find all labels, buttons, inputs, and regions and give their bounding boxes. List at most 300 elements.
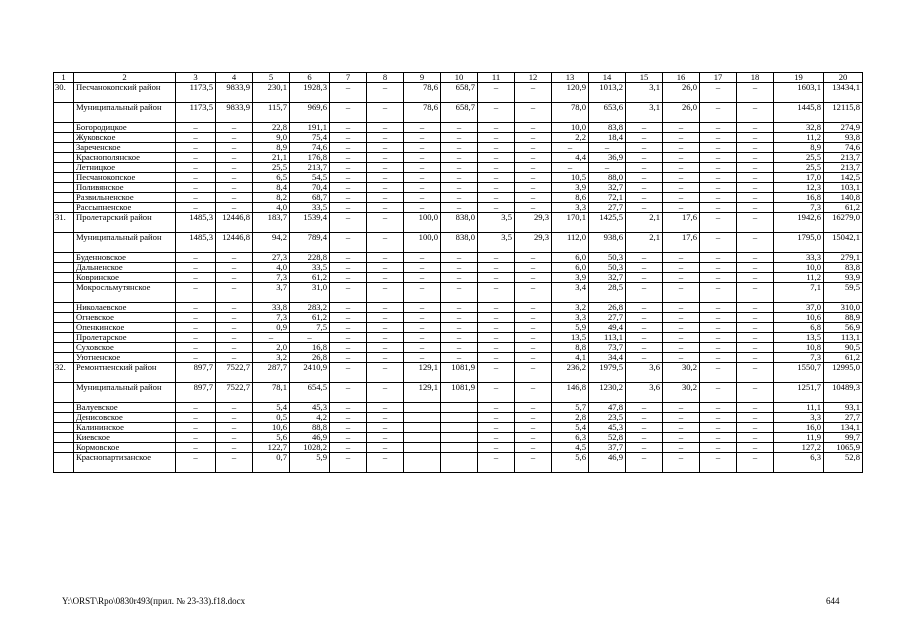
value-cell: – [663, 193, 700, 203]
row-number-cell: 31. [54, 213, 74, 233]
value-cell: 1065,9 [824, 443, 863, 453]
value-cell: – [589, 143, 626, 153]
value-cell: 75,4 [290, 133, 330, 143]
value-cell: – [404, 143, 441, 153]
row-number-cell [54, 263, 74, 273]
name-cell: Жуковское [74, 133, 176, 143]
value-cell: – [367, 263, 404, 273]
value-cell: 11,1 [774, 403, 824, 413]
value-cell: 25,5 [253, 163, 290, 173]
value-cell: – [176, 423, 216, 433]
row-number-cell [54, 353, 74, 363]
value-cell: – [404, 313, 441, 323]
value-cell: 12446,8 [216, 233, 253, 253]
value-cell: 74,6 [824, 143, 863, 153]
value-cell: 5,7 [552, 403, 589, 413]
value-cell: – [176, 353, 216, 363]
name-cell: Ковринское [74, 273, 176, 283]
value-cell: 1081,9 [441, 363, 478, 383]
value-cell: – [552, 163, 589, 173]
value-cell: – [737, 83, 774, 103]
value-cell: 7522,7 [216, 363, 253, 383]
value-cell: – [663, 273, 700, 283]
value-cell: – [176, 323, 216, 333]
table-row [54, 323, 863, 333]
value-cell: 122,7 [253, 443, 290, 453]
value-cell: – [216, 453, 253, 473]
column-header: 3 [176, 73, 216, 83]
value-cell: 3,1 [626, 83, 663, 103]
value-cell: 1013,2 [589, 83, 626, 103]
name-cell: Дальненское [74, 263, 176, 273]
value-cell: – [441, 133, 478, 143]
name-cell: Поливянское [74, 183, 176, 193]
value-cell: – [626, 323, 663, 333]
value-cell: – [737, 423, 774, 433]
table-row [54, 133, 863, 143]
row-number-cell [54, 183, 74, 193]
value-cell: 213,7 [824, 153, 863, 163]
value-cell: 32,8 [774, 123, 824, 133]
value-cell: – [404, 153, 441, 163]
value-cell: 100,0 [404, 213, 441, 233]
value-cell: 3,7 [253, 283, 290, 303]
value-cell: – [515, 333, 552, 343]
value-cell: – [441, 263, 478, 273]
value-cell: 54,5 [290, 173, 330, 183]
value-cell: – [216, 263, 253, 273]
value-cell: 7,1 [774, 283, 824, 303]
value-cell: 13434,1 [824, 83, 863, 103]
value-cell: 897,7 [176, 363, 216, 383]
value-cell: 45,3 [290, 403, 330, 413]
value-cell: – [663, 433, 700, 443]
value-cell: – [737, 353, 774, 363]
value-cell: 29,3 [515, 213, 552, 233]
value-cell: 4,4 [552, 153, 589, 163]
value-cell: 2,1 [626, 213, 663, 233]
value-cell: – [515, 313, 552, 323]
table-row [54, 253, 863, 263]
value-cell: 658,7 [441, 103, 478, 123]
value-cell: – [367, 433, 404, 443]
value-cell: – [478, 303, 515, 313]
value-cell: – [626, 133, 663, 143]
value-cell: – [216, 143, 253, 153]
value-cell: – [478, 363, 515, 383]
value-cell: – [330, 253, 367, 263]
value-cell: – [737, 183, 774, 193]
value-cell: – [330, 283, 367, 303]
value-cell: 654,5 [290, 383, 330, 403]
value-cell: 1081,9 [441, 383, 478, 403]
value-cell: – [441, 173, 478, 183]
value-cell: – [367, 123, 404, 133]
value-cell: – [330, 263, 367, 273]
value-cell: – [700, 153, 737, 163]
value-cell: – [404, 283, 441, 303]
value-cell [441, 423, 478, 433]
value-cell: – [515, 253, 552, 263]
value-cell: – [330, 193, 367, 203]
column-header: 11 [478, 73, 515, 83]
value-cell: – [441, 313, 478, 323]
value-cell: 176,8 [290, 153, 330, 163]
value-cell: – [515, 363, 552, 383]
table-row [54, 453, 863, 473]
value-cell: 213,7 [290, 163, 330, 173]
value-cell: – [700, 353, 737, 363]
value-cell: – [441, 193, 478, 203]
value-cell: – [626, 283, 663, 303]
value-cell: 3,5 [478, 233, 515, 253]
value-cell: 83,8 [824, 263, 863, 273]
value-cell: – [737, 453, 774, 473]
value-cell: – [404, 163, 441, 173]
value-cell: – [367, 193, 404, 203]
name-cell: Развильненское [74, 193, 176, 203]
value-cell: – [367, 133, 404, 143]
value-cell: – [515, 453, 552, 473]
value-cell: – [367, 183, 404, 193]
name-cell: Пролетарское [74, 333, 176, 343]
value-cell: 61,2 [290, 313, 330, 323]
value-cell: – [330, 273, 367, 283]
value-cell: 2,8 [552, 413, 589, 423]
value-cell: – [216, 273, 253, 283]
value-cell: – [330, 403, 367, 413]
value-cell: 93,1 [824, 403, 863, 413]
name-cell: Буденновское [74, 253, 176, 263]
value-cell: – [176, 333, 216, 343]
value-cell: – [700, 403, 737, 413]
row-number-cell [54, 103, 74, 123]
value-cell: – [663, 423, 700, 433]
value-cell: 73,7 [589, 343, 626, 353]
value-cell: – [478, 143, 515, 153]
value-cell: – [626, 313, 663, 323]
value-cell: – [737, 363, 774, 383]
row-number-cell [54, 133, 74, 143]
value-cell: 17,0 [774, 173, 824, 183]
value-cell: – [478, 313, 515, 323]
table-row [54, 383, 863, 403]
value-cell: 4,2 [290, 413, 330, 423]
value-cell: 78,1 [253, 383, 290, 403]
value-cell: 5,9 [552, 323, 589, 333]
value-cell: – [700, 163, 737, 173]
value-cell [441, 413, 478, 423]
value-cell: – [737, 313, 774, 323]
value-cell: 27,7 [589, 203, 626, 213]
value-cell: 29,3 [515, 233, 552, 253]
value-cell: – [515, 343, 552, 353]
value-cell: – [216, 333, 253, 343]
value-cell: – [700, 173, 737, 183]
name-cell: Пролетарский район [74, 213, 176, 233]
value-cell: 113,1 [824, 333, 863, 343]
value-cell: – [367, 163, 404, 173]
column-header: 7 [330, 73, 367, 83]
name-cell: Муниципальный район [74, 233, 176, 253]
value-cell: – [441, 343, 478, 353]
column-header: 2 [74, 73, 176, 83]
name-cell: Краснополянское [74, 153, 176, 163]
value-cell: – [737, 333, 774, 343]
value-cell: 5,4 [552, 423, 589, 433]
row-number-cell [54, 163, 74, 173]
name-cell: Калининское [74, 423, 176, 433]
value-cell: 236,2 [552, 363, 589, 383]
value-cell: – [404, 193, 441, 203]
value-cell: – [663, 333, 700, 343]
column-header: 5 [253, 73, 290, 83]
footer-page-number: 644 [826, 596, 840, 606]
value-cell: – [330, 123, 367, 133]
row-number-cell [54, 433, 74, 443]
value-cell [441, 443, 478, 453]
value-cell: – [700, 433, 737, 443]
value-cell: – [663, 353, 700, 363]
value-cell: – [216, 133, 253, 143]
value-cell: – [626, 333, 663, 343]
column-header: 6 [290, 73, 330, 83]
name-cell: Киевское [74, 433, 176, 443]
value-cell: – [367, 103, 404, 123]
value-cell: – [367, 413, 404, 423]
row-number-cell: 32. [54, 363, 74, 383]
value-cell: – [515, 163, 552, 173]
value-cell: – [626, 123, 663, 133]
value-cell: – [478, 103, 515, 123]
value-cell [404, 413, 441, 423]
value-cell: – [478, 413, 515, 423]
value-cell: – [737, 343, 774, 353]
value-cell: – [330, 233, 367, 253]
value-cell: 27,7 [824, 413, 863, 423]
name-cell: Суховское [74, 343, 176, 353]
value-cell: 3,2 [552, 303, 589, 313]
value-cell: – [367, 83, 404, 103]
value-cell: 1942,6 [774, 213, 824, 233]
value-cell: – [176, 203, 216, 213]
value-cell: 2,0 [253, 343, 290, 353]
value-cell: 1539,4 [290, 213, 330, 233]
value-cell: – [441, 153, 478, 163]
table-row [54, 363, 863, 383]
value-cell: – [478, 343, 515, 353]
value-cell: – [478, 353, 515, 363]
value-cell: 0,7 [253, 453, 290, 473]
value-cell: – [176, 453, 216, 473]
value-cell: – [663, 183, 700, 193]
value-cell: 70,4 [290, 183, 330, 193]
value-cell: – [404, 173, 441, 183]
value-cell: – [330, 333, 367, 343]
value-cell: 3,1 [626, 103, 663, 123]
column-header: 15 [626, 73, 663, 83]
value-cell: – [367, 423, 404, 433]
value-cell: 72,1 [589, 193, 626, 203]
value-cell: 26,8 [589, 303, 626, 313]
value-cell: 129,1 [404, 383, 441, 403]
table-row [54, 333, 863, 343]
value-cell: – [441, 283, 478, 303]
value-cell: – [176, 433, 216, 443]
value-cell: – [478, 133, 515, 143]
value-cell: 78,0 [552, 103, 589, 123]
value-cell: – [176, 253, 216, 263]
column-header: 16 [663, 73, 700, 83]
value-cell: – [626, 273, 663, 283]
value-cell: – [663, 263, 700, 273]
value-cell: 12446,8 [216, 213, 253, 233]
value-cell: 1979,5 [589, 363, 626, 383]
value-cell: 1485,3 [176, 213, 216, 233]
value-cell [404, 453, 441, 473]
value-cell: 33,5 [290, 203, 330, 213]
value-cell: 6,8 [774, 323, 824, 333]
footer-file-path: Y:\ORST\Rpo\0830r493(прил. № 23-33).f18.docx [62, 596, 246, 606]
value-cell: 34,4 [589, 353, 626, 363]
value-cell: – [478, 333, 515, 343]
value-cell: 8,9 [774, 143, 824, 153]
name-cell: Рассыпненское [74, 203, 176, 213]
value-cell: 3,3 [552, 313, 589, 323]
value-cell: – [478, 423, 515, 433]
row-number-cell [54, 453, 74, 473]
value-cell: 93,9 [824, 273, 863, 283]
value-cell: – [330, 343, 367, 353]
value-cell: – [700, 213, 737, 233]
value-cell: – [441, 323, 478, 333]
value-cell: 32,7 [589, 183, 626, 193]
value-cell: – [367, 303, 404, 313]
column-header: 19 [774, 73, 824, 83]
value-cell: – [404, 343, 441, 353]
value-cell: – [515, 403, 552, 413]
value-cell: 9833,9 [216, 83, 253, 103]
table-row [54, 303, 863, 313]
value-cell: – [700, 383, 737, 403]
row-number-cell [54, 343, 74, 353]
value-cell: – [176, 163, 216, 173]
value-cell: – [700, 133, 737, 143]
value-cell: 17,6 [663, 233, 700, 253]
row-number-cell [54, 323, 74, 333]
value-cell: 120,9 [552, 83, 589, 103]
table-row [54, 203, 863, 213]
value-cell: 61,2 [290, 273, 330, 283]
value-cell: – [330, 203, 367, 213]
value-cell: – [626, 343, 663, 353]
value-cell: – [700, 203, 737, 213]
table-row [54, 233, 863, 253]
value-cell: 33,3 [774, 253, 824, 263]
column-header: 12 [515, 73, 552, 83]
value-cell: 127,2 [774, 443, 824, 453]
value-cell: – [626, 253, 663, 263]
value-cell: – [367, 143, 404, 153]
value-cell: – [441, 353, 478, 363]
value-cell: 7,3 [774, 203, 824, 213]
value-cell: 8,2 [253, 193, 290, 203]
row-number-cell [54, 253, 74, 263]
value-cell: – [216, 283, 253, 303]
value-cell: 10,6 [774, 313, 824, 323]
value-cell: – [663, 343, 700, 353]
table-row [54, 153, 863, 163]
value-cell: 228,8 [290, 253, 330, 263]
row-number-cell [54, 403, 74, 413]
column-header: 14 [589, 73, 626, 83]
value-cell: – [330, 103, 367, 123]
table-row [54, 433, 863, 443]
value-cell: – [216, 403, 253, 413]
value-cell: – [626, 183, 663, 193]
name-cell: Богородицкое [74, 123, 176, 133]
table-row [54, 83, 863, 103]
value-cell: 2,2 [552, 133, 589, 143]
value-cell: – [478, 193, 515, 203]
value-cell: – [176, 403, 216, 413]
value-cell: – [441, 333, 478, 343]
value-cell: 4,0 [253, 203, 290, 213]
value-cell: – [700, 443, 737, 453]
value-cell: 310,0 [824, 303, 863, 313]
value-cell: – [515, 153, 552, 163]
value-cell: 213,7 [824, 163, 863, 173]
value-cell: 938,6 [589, 233, 626, 253]
value-cell: – [330, 183, 367, 193]
value-cell: – [330, 353, 367, 363]
value-cell: 26,0 [663, 83, 700, 103]
value-cell: 7,3 [774, 353, 824, 363]
value-cell: 12,3 [774, 183, 824, 193]
value-cell: – [216, 163, 253, 173]
value-cell: 88,9 [824, 313, 863, 323]
value-cell: – [367, 323, 404, 333]
value-cell: 3,9 [552, 183, 589, 193]
value-cell: – [663, 253, 700, 263]
value-cell: 50,3 [589, 263, 626, 273]
value-cell: – [700, 343, 737, 353]
value-cell: 9,0 [253, 133, 290, 143]
value-cell: 26,0 [663, 103, 700, 123]
value-cell: – [737, 273, 774, 283]
name-cell: Валуевское [74, 403, 176, 413]
value-cell: – [478, 203, 515, 213]
value-cell: – [700, 363, 737, 383]
value-cell: 1173,5 [176, 83, 216, 103]
value-cell: 3,5 [478, 213, 515, 233]
value-cell: – [515, 303, 552, 313]
value-cell: 838,0 [441, 213, 478, 233]
row-number-cell [54, 443, 74, 453]
value-cell: – [515, 433, 552, 443]
name-cell: Краснопартизанское [74, 453, 176, 473]
value-cell: 146,8 [552, 383, 589, 403]
value-cell: – [216, 433, 253, 443]
column-header: 10 [441, 73, 478, 83]
row-number-cell [54, 383, 74, 403]
value-cell: – [700, 303, 737, 313]
table-row [54, 183, 863, 193]
value-cell: 3,4 [552, 283, 589, 303]
value-cell [441, 403, 478, 413]
value-cell: – [330, 383, 367, 403]
row-number-cell: 30. [54, 83, 74, 103]
